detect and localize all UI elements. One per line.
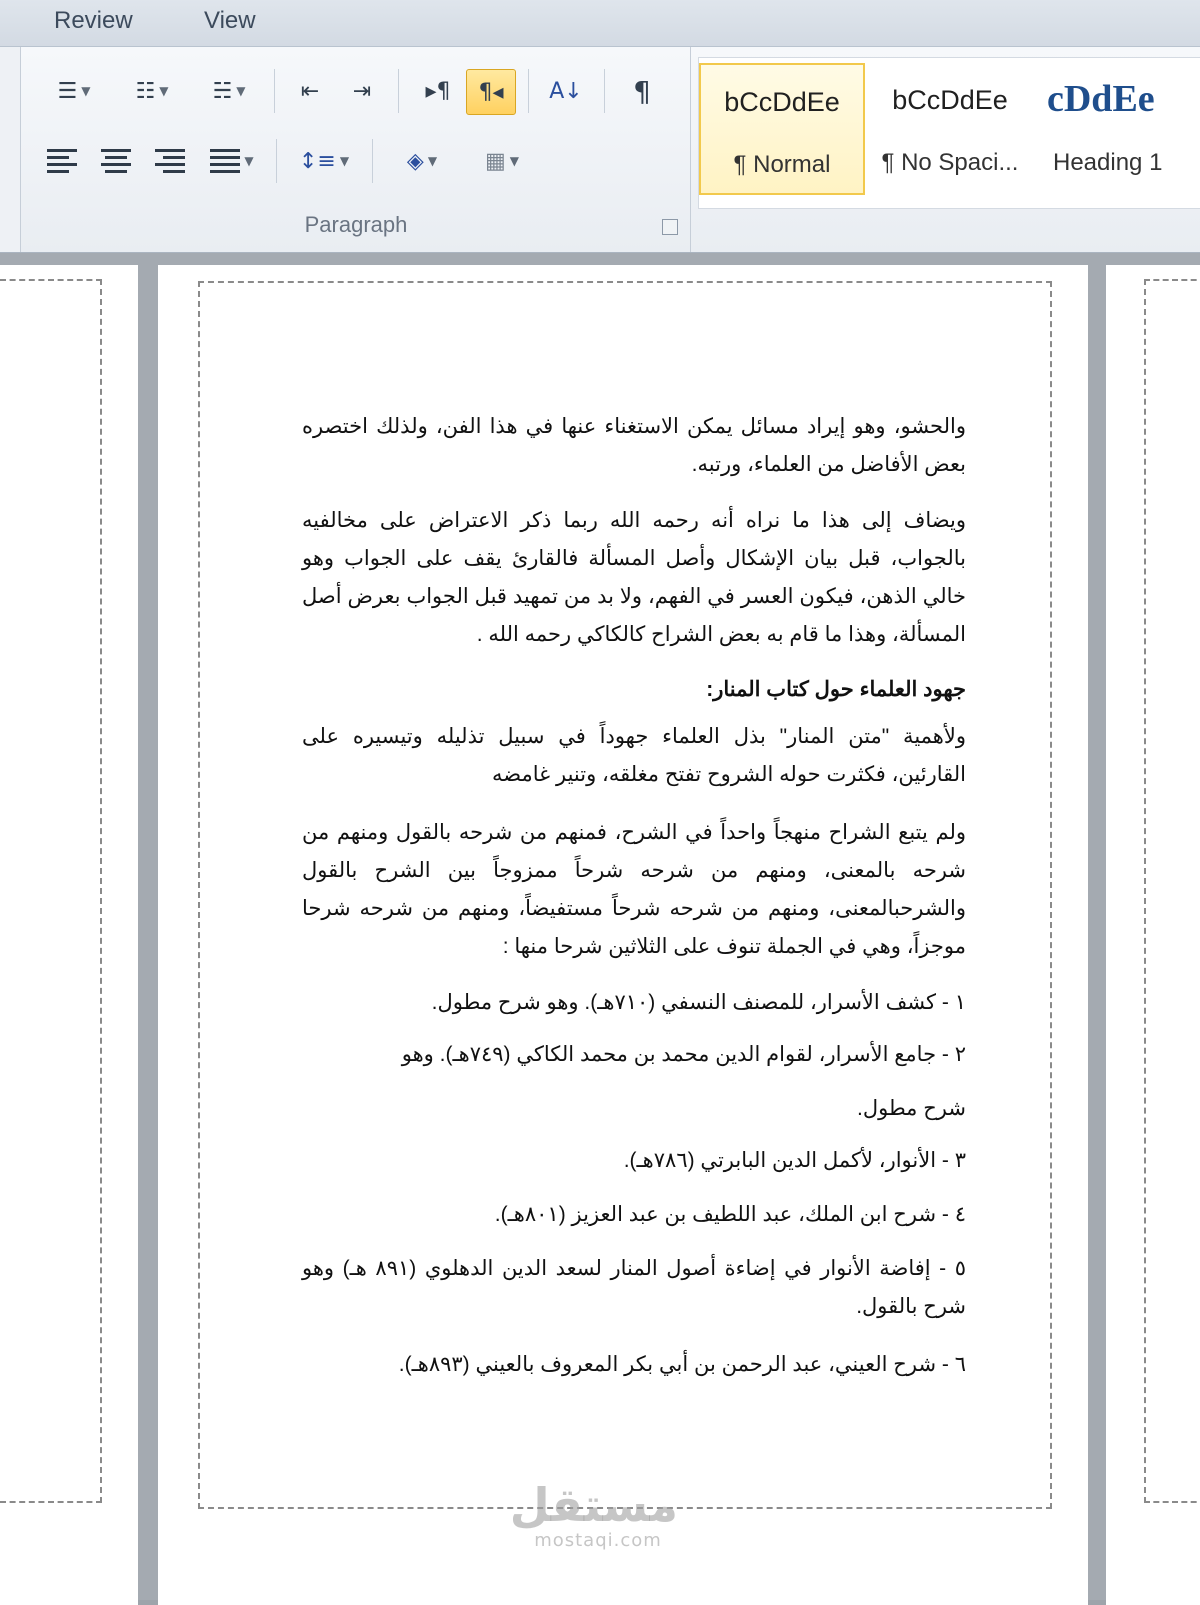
decrease-indent-icon: ⇤	[300, 78, 320, 104]
shading-button[interactable]	[388, 143, 456, 179]
numbering-button[interactable]	[120, 73, 184, 109]
style-sample: bCcDdEe	[724, 87, 840, 117]
line-spacing-icon: ↕≡	[298, 148, 336, 174]
multilevel-list-button[interactable]	[196, 73, 262, 109]
chevron-down-icon[interactable]: ▼	[339, 154, 350, 168]
separator	[528, 69, 529, 113]
decrease-indent-button[interactable]	[288, 73, 332, 109]
watermark-logo-text: مستقل	[509, 1478, 678, 1532]
chevron-down-icon[interactable]: ▼	[509, 154, 520, 168]
dialog-launcher-icon[interactable]	[662, 219, 678, 235]
style-heading-1[interactable]	[1039, 63, 1200, 195]
tab-review[interactable]: Review	[54, 7, 133, 34]
chevron-down-icon[interactable]: ▼	[236, 84, 246, 98]
multilevel-list-icon: ☵	[212, 78, 233, 104]
sort-az-icon: A↓	[549, 78, 583, 104]
watermark	[509, 1478, 678, 1552]
style-name: ¶ Normal	[733, 151, 831, 178]
style-sample: cDdEe	[1047, 78, 1155, 120]
bullets-icon: ☰	[57, 78, 78, 104]
chevron-down-icon[interactable]: ▼	[427, 154, 438, 168]
borders-button[interactable]	[470, 143, 534, 179]
numbering-icon: ☷	[135, 78, 156, 104]
increase-indent-button[interactable]	[340, 73, 384, 109]
align-right-button[interactable]	[148, 143, 192, 179]
ltr-paragraph-icon: ▸¶	[425, 78, 451, 104]
body-paragraph: ولأهمية "متن المنار" بذل العلماء جهوداً في سبيل تذليله وتيسيره على القارئين، فكثرت حوله الشروح تفتح مغلقه، وتنير غامضه	[302, 725, 966, 786]
list-item: ٥ - إفاضة الأنوار في إضاءة أصول المنار لسعد الدين الدهلوي (٨٩١ هـ) وهو شرح بالقول.	[302, 1257, 966, 1318]
ltr-direction-button[interactable]	[418, 73, 458, 109]
list-item: ٢ - جامع الأسرار، لقوام الدين محمد بن محمد الكاكي (٧٤٩هـ). وهو	[401, 1043, 966, 1066]
separator	[276, 139, 277, 183]
style-sample: bCcDdEe	[892, 85, 1008, 115]
font-group-edge	[0, 47, 21, 252]
paragraph-group-label: Paragraph	[304, 212, 408, 237]
style-name: ¶ No Spaci...	[881, 149, 1019, 176]
separator	[274, 69, 275, 113]
page-next[interactable]	[1106, 265, 1200, 1605]
separator	[372, 139, 373, 183]
borders-icon: ▦	[484, 148, 506, 174]
paragraph-group	[22, 47, 691, 252]
watermark-url: mostaqi.com	[534, 1530, 662, 1551]
align-left-button[interactable]	[40, 143, 84, 179]
page-previous[interactable]	[0, 265, 138, 1605]
line-spacing-button[interactable]	[292, 143, 356, 179]
pilcrow-icon: ¶	[633, 74, 651, 108]
chevron-down-icon[interactable]: ▼	[244, 154, 254, 168]
rtl-paragraph-icon: ¶◂	[478, 79, 504, 105]
separator	[398, 69, 399, 113]
align-left-icon	[47, 149, 77, 173]
separator	[604, 69, 605, 113]
chevron-down-icon[interactable]: ▼	[81, 84, 91, 98]
chevron-down-icon[interactable]: ▼	[159, 84, 169, 98]
style-normal[interactable]	[699, 63, 865, 195]
section-heading: جهود العلماء حول كتاب المنار:	[706, 678, 966, 701]
paint-bucket-icon: ◈	[406, 148, 424, 174]
align-center-button[interactable]	[94, 143, 138, 179]
list-item: ٤ - شرح ابن الملك، عبد اللطيف بن عبد العزيز (٨٠١هـ).	[494, 1203, 966, 1226]
body-paragraph: ولم يتبع الشراح منهجاً واحداً في الشرح، فمنهم من شرحه بالقول ومنهم من شرحه بالمعنى، ومنهم من شرحه شرحاً ممزوجاً بين الشرح بالقول والشرحبالمعنى، ومنهم من شرحه شرحاً مستفيضاً، ومنهم من شرحه شرحا موجزاً، وهي في الجملة تنوف على الثلاثين شرحا منها :	[302, 821, 966, 958]
increase-indent-icon: ⇥	[352, 78, 372, 104]
ribbon	[0, 47, 1200, 253]
style-name: Heading 1	[1053, 149, 1163, 176]
margin-guide	[0, 279, 102, 1503]
list-item: شرح مطول.	[857, 1097, 966, 1120]
list-item: ٣ - الأنوار، لأكمل الدين البابرتي (٧٨٦هـ).	[623, 1149, 966, 1172]
bullets-button[interactable]	[44, 73, 104, 109]
sort-button[interactable]	[542, 73, 590, 109]
list-item: ٦ - شرح العيني، عبد الرحمن بن أبي بكر المعروف بالعيني (٨٩٣هـ).	[398, 1353, 966, 1376]
justify-button[interactable]	[202, 143, 262, 179]
align-center-icon	[101, 149, 131, 173]
style-no-spacing[interactable]	[867, 63, 1033, 195]
body-paragraph: والحشو، وهو إيراد مسائل يمكن الاستغناء عنها في هذا الفن، ولذلك اختصره بعض الأفاضل من العلماء، ورتبه.	[302, 415, 966, 476]
body-paragraph: ويضاف إلى هذا ما نراه أنه رحمه الله ربما ذكر الاعتراض على مخالفيه بالجواب، قبل بيان الإشكال وأصل المسألة فالقارئ يقف على الجواب وهو خالي الذهن، فيكون العسر في الفهم، ولا بد من تمهيد قبل الجواب بعرض أصل المسألة، وهذا ما قام به بعض الشراح كالكاكي رحمه الله .	[302, 509, 966, 646]
justify-icon	[210, 149, 240, 173]
tab-view[interactable]: View	[204, 7, 256, 34]
margin-guide	[1144, 279, 1200, 1503]
align-right-icon	[155, 149, 185, 173]
styles-gallery	[698, 57, 1200, 209]
list-item: ١ - كشف الأسرار، للمصنف النسفي (٧١٠هـ). وهو شرح مطول.	[431, 991, 966, 1014]
rtl-direction-button[interactable]	[466, 69, 516, 115]
show-marks-button[interactable]	[620, 73, 664, 109]
ribbon-tab-bar	[0, 0, 1200, 47]
